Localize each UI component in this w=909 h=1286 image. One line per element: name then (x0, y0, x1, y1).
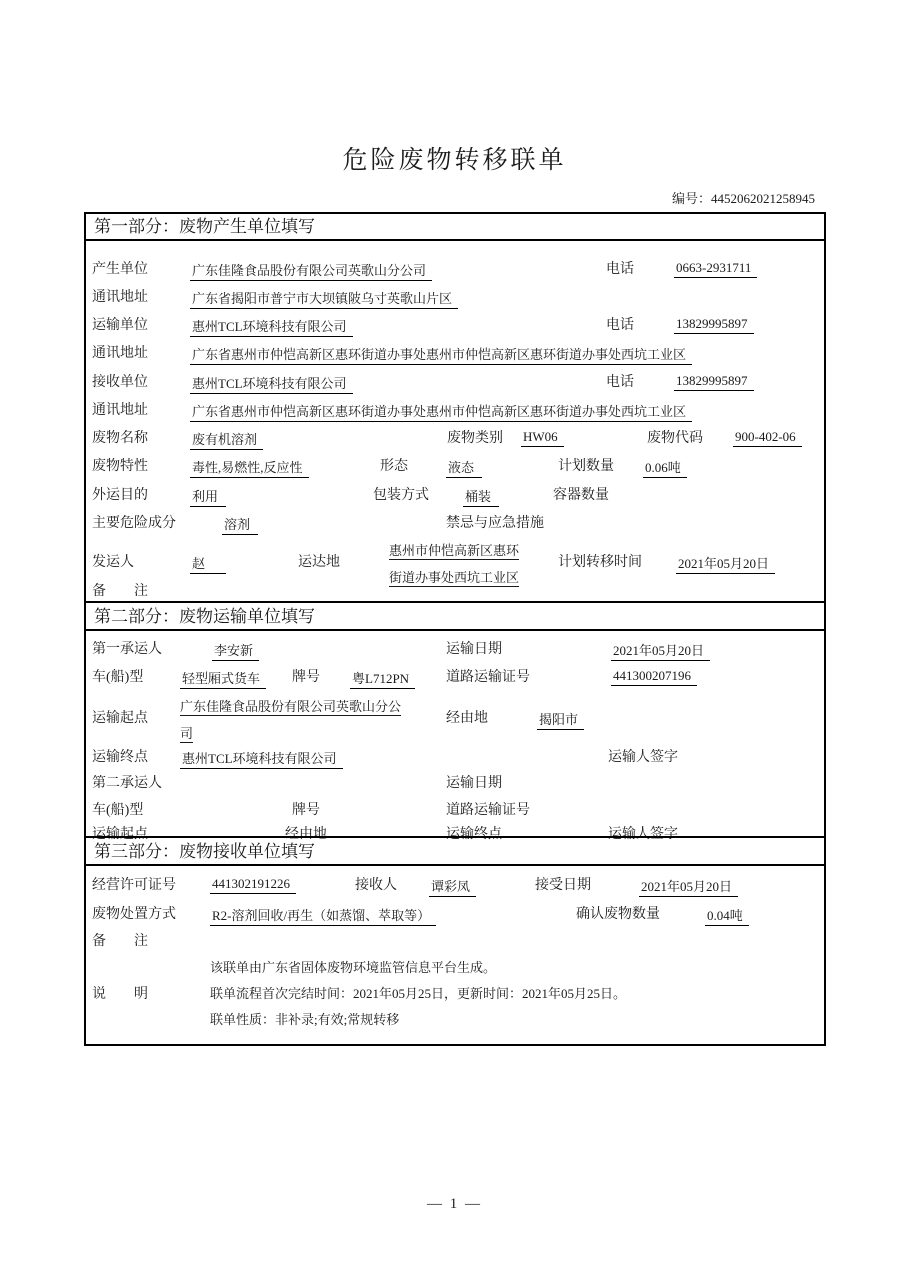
note-line-3: 联单性质：非补录;有效;常规转移 (210, 1012, 400, 1027)
packing-value: 桶装 (463, 486, 499, 507)
row-purpose (86, 484, 824, 508)
row-producer (86, 258, 824, 282)
road-permit1-label: 道路运输证号 (446, 670, 530, 685)
remark-label-1: 备 注 (92, 584, 148, 599)
row-transporter-address (86, 342, 824, 366)
notes-label: 说 明 (92, 987, 148, 1002)
confirmed-qty-value: 0.04吨 (705, 905, 749, 926)
confirmed-qty-label: 确认废物数量 (576, 907, 660, 922)
row-carrier1 (86, 638, 824, 662)
plate2-label: 牌号 (292, 803, 320, 818)
transporter-value: 惠州TCL环境科技有限公司 (190, 316, 353, 337)
planned-qty-label: 计划数量 (558, 459, 614, 474)
row-receiver (86, 371, 824, 395)
transport-date1-label: 运输日期 (446, 642, 502, 657)
receiver-person-label: 接收人 (355, 878, 397, 893)
row-license (86, 874, 824, 898)
transporter-address-label: 通讯地址 (92, 346, 148, 361)
plate1-value: 粤L712PN (350, 668, 415, 689)
transport-date2-label: 运输日期 (446, 776, 502, 791)
end1-value: 惠州TCL环境科技有限公司 (180, 748, 343, 769)
transfer-time-value: 2021年05月20日 (676, 553, 775, 574)
receiver-phone-label: 电话 (606, 375, 634, 390)
waste-traits-value: 毒性,易燃性,反应性 (190, 457, 309, 478)
license-label: 经营许可证号 (92, 878, 176, 893)
waste-traits-label: 废物特性 (92, 459, 148, 474)
section3-header: 第三部分：废物接收单位填写 (86, 836, 824, 866)
producer-address-value: 广东省揭阳市普宁市大坝镇陂乌寸英歌山片区 (190, 288, 458, 309)
end2-label: 运输终点 (446, 827, 502, 842)
carrier1-label: 第一承运人 (92, 642, 162, 657)
purpose-value: 利用 (190, 486, 226, 507)
packing-label: 包装方式 (373, 488, 429, 503)
waste-category-label: 废物类别 (447, 431, 503, 446)
row-notes (86, 955, 824, 1035)
form-label: 形态 (380, 459, 408, 474)
row-transporter (86, 314, 824, 338)
transport-date1-value: 2021年05月20日 (611, 640, 710, 661)
road-permit2-label: 道路运输证号 (446, 803, 530, 818)
end1-label: 运输终点 (92, 750, 148, 765)
note-line-2: 联单流程首次完结时间：2021年05月25日，更新时间：2021年05月25日。 (210, 986, 627, 1001)
note-line-1: 该联单由广东省固体废物环境监管信息平台生成。 (210, 960, 497, 975)
container-qty-label: 容器数量 (553, 488, 609, 503)
manifest-table (84, 212, 826, 1046)
emergency-label: 禁忌与应急措施 (446, 516, 544, 531)
section1-header: 第一部分：废物产生单位填写 (86, 214, 824, 241)
page-number: — 1 — (427, 1196, 482, 1212)
vehicle-type1-value: 轻型厢式货车 (180, 668, 266, 689)
row-receiver-address (86, 399, 824, 423)
receiver-address-value: 广东省惠州市仲恺高新区惠环街道办事处惠州市仲恺高新区惠环街道办事处西坑工业区 (190, 401, 692, 422)
receiver-person-value: 谭彩凤 (429, 876, 476, 897)
transporter-address-value: 广东省惠州市仲恺高新区惠环街道办事处惠州市仲恺高新区惠环街道办事处西坑工业区 (190, 344, 692, 365)
receiver-phone-value: 13829995897 (674, 373, 754, 391)
planned-qty-value: 0.06吨 (643, 457, 687, 478)
hazard-label: 主要危险成分 (92, 516, 176, 531)
via1-label: 经由地 (446, 711, 488, 726)
vehicle-type1-label: 车(船)型 (92, 670, 144, 685)
row-producer-address (86, 286, 824, 310)
producer-address-label: 通讯地址 (92, 290, 148, 305)
row-end1 (86, 746, 824, 770)
via1-value: 揭阳市 (537, 709, 584, 730)
section2-header: 第二部分：废物运输单位填写 (86, 601, 824, 631)
producer-phone-value: 0663-2931711 (674, 260, 757, 278)
sign2-label: 运输人签字 (608, 827, 678, 842)
vehicle-type2-label: 车(船)型 (92, 803, 144, 818)
producer-phone-label: 电话 (606, 262, 634, 277)
disposal-label: 废物处置方式 (92, 907, 176, 922)
origin1-value: 广东佳隆食品股份有限公司英歌山分公司 (180, 699, 402, 741)
waste-code-value: 900-402-06 (733, 429, 802, 447)
serial-label: 编号： (671, 191, 711, 206)
accept-date-value: 2021年05月20日 (639, 876, 738, 897)
receiver-label: 接收单位 (92, 375, 148, 390)
receiver-address-label: 通讯地址 (92, 403, 148, 418)
serial-value: 4452062021258945 (711, 191, 815, 206)
row-vehicle1 (86, 666, 824, 690)
hazard-value: 溶剂 (222, 514, 258, 535)
license-value: 441302191226 (210, 876, 296, 894)
waste-name-label: 废物名称 (92, 431, 148, 446)
disposal-value: R2-溶剂回收/再生（如蒸馏、萃取等） (210, 905, 436, 926)
transfer-time-label: 计划转移时间 (558, 555, 642, 570)
carrier1-value: 李安新 (212, 640, 259, 661)
accept-date-label: 接受日期 (535, 878, 591, 893)
waste-category-value: HW06 (521, 429, 564, 447)
via2-label: 经由地 (285, 827, 327, 842)
dest-label: 运达地 (298, 555, 340, 570)
serial-number-line (672, 188, 815, 207)
row-remark-3 (86, 930, 824, 954)
form-value: 液态 (446, 457, 482, 478)
plate1-label: 牌号 (292, 670, 320, 685)
receiver-value: 惠州TCL环境科技有限公司 (190, 373, 353, 394)
producer-value: 广东佳隆食品股份有限公司英歌山分公司 (190, 260, 432, 281)
purpose-label: 外运目的 (92, 488, 148, 503)
row-waste-traits (86, 455, 824, 479)
producer-label: 产生单位 (92, 262, 148, 277)
road-permit1-value: 441300207196 (611, 668, 697, 686)
row-vehicle2 (86, 799, 824, 823)
waste-code-label: 废物代码 (647, 431, 703, 446)
sign1-label: 运输人签字 (608, 750, 678, 765)
waste-name-value: 废有机溶剂 (190, 429, 263, 450)
shipper-value: 赵 (190, 553, 226, 574)
transporter-label: 运输单位 (92, 318, 148, 333)
row-hazard (86, 512, 824, 536)
origin2-label: 运输起点 (92, 827, 148, 842)
row-origin1 (86, 692, 824, 748)
notes-block (210, 955, 626, 1033)
shipper-label: 发运人 (92, 555, 134, 570)
transporter-phone-value: 13829995897 (674, 316, 754, 334)
dest-value: 惠州市仲恺高新区惠环街道办事处西坑工业区 (389, 543, 520, 585)
remark-label-3: 备 注 (92, 934, 148, 949)
page-title: 危险废物转移联单 (342, 147, 567, 174)
origin1-label: 运输起点 (92, 711, 148, 726)
row-disposal (86, 903, 824, 927)
transporter-phone-label: 电话 (606, 318, 634, 333)
row-carrier2 (86, 772, 824, 796)
row-waste-name (86, 427, 824, 451)
carrier2-label: 第二承运人 (92, 776, 162, 791)
